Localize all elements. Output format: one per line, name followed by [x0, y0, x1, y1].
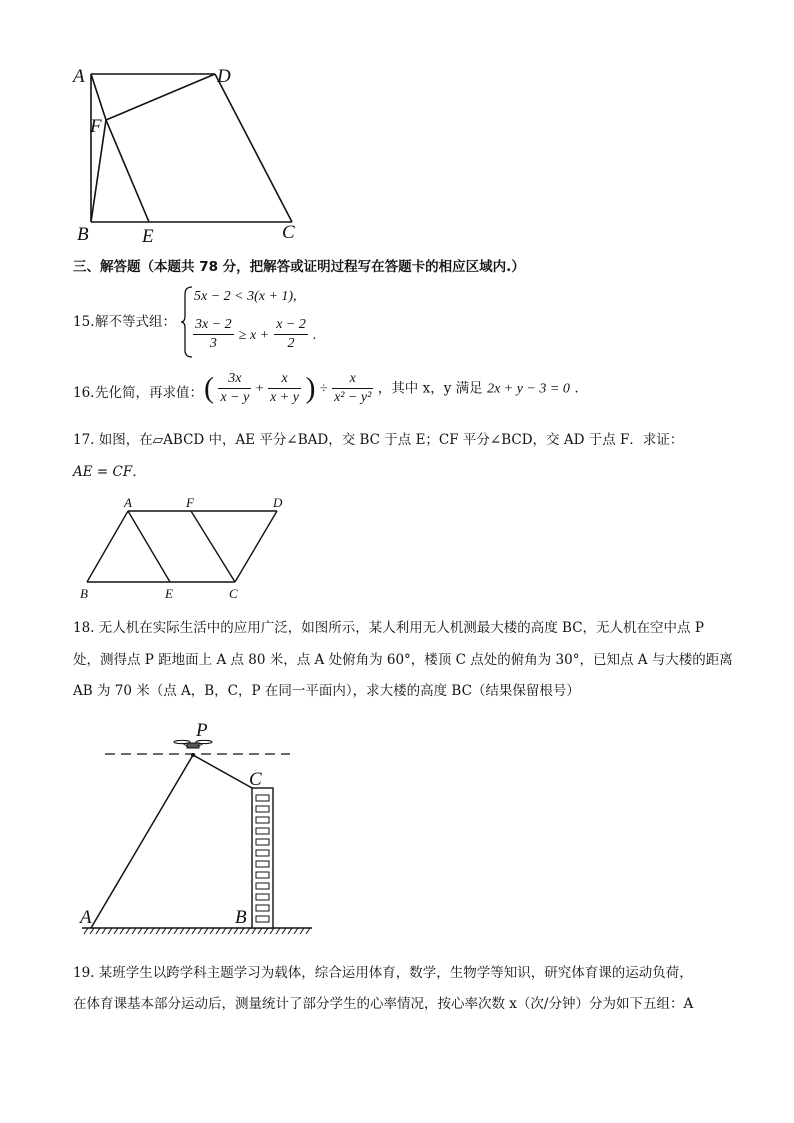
q16-plus: +	[255, 381, 264, 397]
q16-end: .	[574, 380, 579, 397]
q16-tail: ，其中 x，y 满足	[377, 380, 483, 397]
label-A: A	[80, 907, 92, 928]
figure-drone-building	[72, 718, 322, 938]
q16-fraction-1: $\frac{3x}{x - y}$	[220, 371, 250, 405]
brace	[180, 286, 194, 358]
q15-mid: ≥ x +	[238, 328, 270, 343]
q16-fraction-2: $\frac{x}{x + y}$	[270, 371, 300, 405]
q18-line3: AB 为 70 米（点 A，B，C，P 在同一平面内），求大楼的高度 BC（结果保留根号）	[73, 683, 580, 699]
building-icon	[252, 788, 273, 928]
figure-quadrilateral	[70, 60, 310, 250]
label-B: B	[235, 907, 247, 928]
label-A: A	[124, 495, 132, 510]
figure-parallelogram	[72, 492, 292, 604]
label-C: C	[282, 222, 295, 243]
q15-line1: 5x − 2 < 3(x + 1),	[194, 289, 297, 304]
q15-number: 15.	[73, 314, 95, 330]
section-title: 三、解答题（本题共 78 分，把解答或证明过程写在答题卡的相应区域内.）	[73, 259, 525, 275]
label-E: E	[142, 226, 154, 247]
label-C: C	[229, 586, 238, 601]
label-B: B	[77, 224, 89, 245]
label-F: F	[90, 116, 102, 137]
label-P: P	[196, 720, 208, 741]
q16-condition: 2x + y − 3 = 0	[487, 381, 570, 397]
label-E: E	[165, 586, 173, 601]
q18-line2: 处，测得点 P 距地面上 A 点 80 米，点 A 处俯角为 60°，楼顶 C 点处的俯角为 30°，已知点 A 与大楼的距离	[73, 652, 733, 668]
q15-end: .	[312, 328, 317, 343]
label-C: C	[249, 769, 262, 790]
q16-fraction-3: $\frac{x}{\text{x² − y²}}$	[334, 371, 372, 405]
q15-fraction-2: $\frac{x - 2}{2}$	[276, 317, 306, 351]
q17-line2: AE = CF．	[73, 464, 146, 480]
q16-div: ÷	[319, 381, 328, 397]
drone-icon	[174, 740, 212, 748]
label-D: D	[273, 495, 283, 510]
label-B: B	[80, 586, 88, 601]
q16-number: 16.	[73, 385, 95, 401]
q15-fraction-1: $\frac{3x - 2}{3}$	[195, 317, 232, 351]
label-D: D	[217, 66, 231, 87]
q18-line1: 18. 无人机在实际生活中的应用广泛，如图所示，某人利用无人机测最大楼的高度 BC，无人机在空中点 P	[73, 620, 704, 636]
label-F: F	[186, 495, 194, 510]
q15-prompt: 解不等式组：	[95, 314, 176, 330]
q19-line1: 19. 某班学生以跨学科主题学习为载体，综合运用体育，数学，生物学等知识，研究体育课的运动负荷，	[73, 965, 693, 981]
q16-prompt: 先化简，再求值：	[95, 385, 203, 401]
label-A: A	[73, 66, 85, 87]
q19-line2: 在体育课基本部分运动后，测量统计了部分学生的心率情况，按心率次数 x（次/分钟）分为如下五组：A	[73, 996, 694, 1012]
q17-line1: 17. 如图，在▱ABCD 中，AE 平分∠BAD，交 BC 于点 E；CF 平分∠BCD，交 AD 于点 F．求证：	[73, 432, 684, 448]
